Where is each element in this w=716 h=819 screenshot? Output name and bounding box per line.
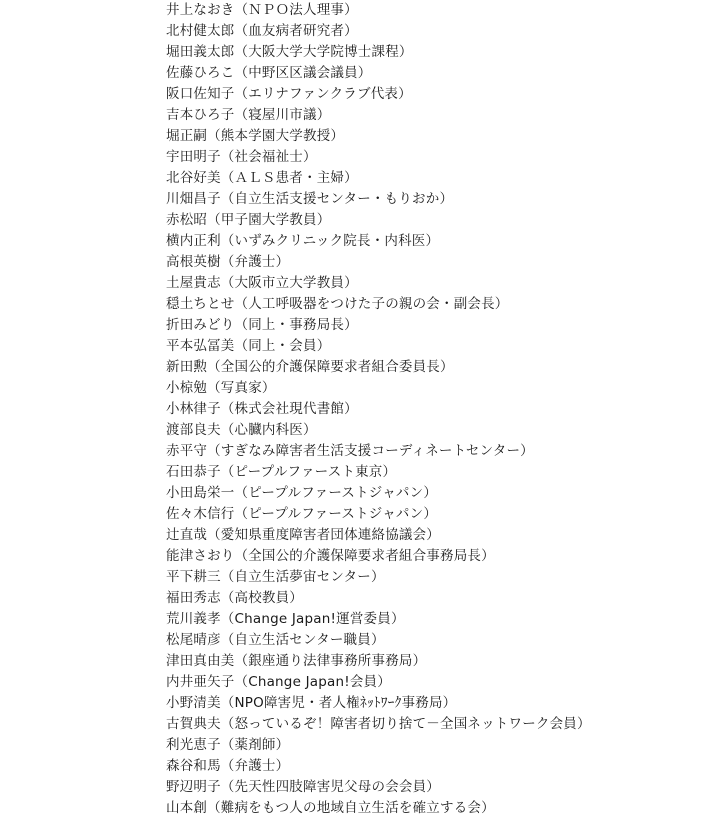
signatory-entry: 横内正利（いずみクリニック院長・内科医） (166, 233, 440, 249)
signatory-entry: 小野清美（NPO障害児・者人権ﾈｯﾄﾜｰｸ事務局） (166, 695, 457, 711)
signatory-entry: 荒川義孝（Change Japan!運営委員） (166, 611, 405, 627)
signatory-entry: 阪口佐知子（エリナファンクラブ代表） (166, 86, 412, 102)
signatory-entry: 能津さおり（全国公的介護保障要求者組合事務局長） (166, 548, 495, 564)
signatory-entry: 野辺明子（先天性四肢障害児父母の会会員） (166, 779, 440, 795)
signatory-entry: 土屋貴志（大阪市立大学教員） (166, 275, 358, 291)
signatory-entry: 平下耕三（自立生活夢宙センター） (166, 569, 385, 585)
signatory-entry: 赤松昭（甲子園大学教員） (166, 212, 331, 228)
signatory-entry: 井上なおき（ＮＰＯ法人理事） (166, 2, 358, 18)
signatory-entry: 松尾晴彦（自立生活センター職員） (166, 632, 385, 648)
signatory-entry: 内井亜矢子（Change Japan!会員） (166, 674, 391, 690)
signatory-entry: 古賀典夫（怒っているぞ！障害者切り捨て－全国ネットワーク会員） (166, 716, 591, 732)
signatory-entry: 穏土ちとせ（人工呼吸器をつけた子の親の会・副会長） (166, 296, 509, 312)
signatory-entry: 宇田明子（社会福祉士） (166, 149, 317, 165)
signatory-entry: 石田恭子（ピープルファースト東京） (166, 464, 397, 480)
signatory-entry: 北谷好美（ＡＬＳ患者・主婦） (166, 170, 358, 186)
signatory-entry: 森谷和馬（弁護士） (166, 758, 290, 774)
signatory-entry: 堀田義太郎（大阪大学大学院博士課程） (166, 44, 413, 60)
signatory-entry: 川畑昌子（自立生活支援センター・もりおか） (166, 191, 454, 207)
signatory-entry: 辻直哉（愛知県重度障害者団体連絡協議会） (166, 527, 440, 543)
signatory-entry: 北村健太郎（血友病者研究者） (166, 23, 358, 39)
signatory-entry: 小椋勉（写真家） (166, 380, 276, 396)
signatory-entry: 赤平守（すぎなみ障害者生活支援コーディネートセンター） (166, 443, 534, 459)
signatory-entry: 福田秀志（高校教員） (166, 590, 303, 606)
signatory-entry: 平本弘冨美（同上・会員） (166, 338, 331, 354)
signatory-entry: 折田みどり（同上・事務局長） (166, 317, 358, 333)
signatory-list (166, 0, 591, 819)
signatory-entry: 小林律子（株式会社現代書館） (166, 401, 358, 417)
signatory-entry: 佐藤ひろこ（中野区区議会議員） (166, 65, 372, 81)
signatory-entry: 堀正嗣（熊本学園大学教授） (166, 128, 345, 144)
signatory-entry: 利光恵子（薬剤師） (166, 737, 290, 753)
signatory-entry: 吉本ひろ子（寝屋川市議） (166, 107, 331, 123)
signatory-entry: 佐々木信行（ピープルファーストジャパン） (166, 506, 438, 522)
signatory-entry: 高根英樹（弁護士） (166, 254, 290, 270)
signatory-entry: 津田真由美（銀座通り法律事務所事務局） (166, 653, 427, 669)
signatory-entry: 小田島栄一（ピープルファーストジャパン） (166, 485, 438, 501)
signatory-entry: 山本創（難病をもつ人の地域自立生活を確立する会） (166, 800, 495, 816)
signatory-entry: 渡部良夫（心臓内科医） (166, 422, 317, 438)
signatory-entry: 新田勲（全国公的介護保障要求者組合委員長） (166, 359, 454, 375)
